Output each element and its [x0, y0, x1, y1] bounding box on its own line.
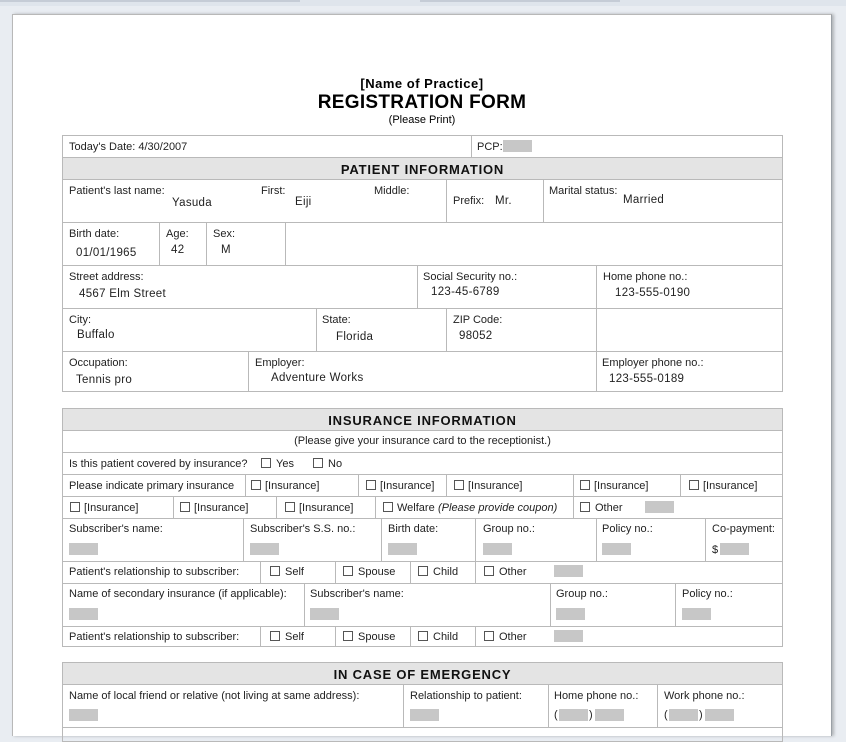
pcp-field[interactable]: [503, 140, 532, 152]
city-label: City:: [69, 314, 91, 326]
relationship-label-1: Patient's relationship to subscriber:: [69, 566, 240, 578]
first-name-value[interactable]: Eiji: [295, 196, 312, 208]
ssn-value[interactable]: 123-45-6789: [431, 286, 500, 298]
emergency-section-title: IN CASE OF EMERGENCY: [333, 667, 512, 682]
insurance-checkbox-3[interactable]: [454, 480, 464, 490]
emergency-work-phone-label: Work phone no.:: [664, 690, 745, 702]
welfare-note: (Please provide coupon): [438, 502, 558, 514]
policy-no-label: Policy no.:: [602, 523, 653, 535]
group-no-field[interactable]: [483, 543, 512, 555]
covered-yes-checkbox[interactable]: [261, 458, 271, 468]
subscriber-name-label: Subscriber's name:: [69, 523, 163, 535]
employer-label: Employer:: [255, 357, 305, 369]
relationship-other-label-1: Other: [499, 566, 527, 578]
relationship-other-label-2: Other: [499, 631, 527, 643]
emergency-work-number[interactable]: [705, 709, 734, 721]
secondary-policy-label: Policy no.:: [682, 588, 733, 600]
emergency-work-paren-open: (: [664, 709, 668, 721]
employer-phone-label: Employer phone no.:: [602, 357, 704, 369]
emergency-home-paren-close: ): [589, 709, 593, 721]
home-phone-value[interactable]: 123-555-0190: [615, 287, 691, 299]
pcp-label: PCP:: [477, 141, 503, 153]
emergency-relationship-label: Relationship to patient:: [410, 690, 522, 702]
insurance-option-2: [Insurance]: [380, 480, 435, 492]
insurance-option-7: [Insurance]: [194, 502, 249, 514]
subscriber-name-field[interactable]: [69, 543, 98, 555]
first-name-label: First:: [261, 185, 286, 197]
emergency-friend-label: Name of local friend or relative (not living at same address):: [69, 690, 360, 702]
middle-name-label: Middle:: [374, 185, 410, 197]
print-note: (Please Print): [388, 114, 456, 126]
city-value[interactable]: Buffalo: [77, 329, 115, 341]
covered-no-label: No: [328, 458, 343, 470]
employer-value[interactable]: Adventure Works: [271, 372, 364, 384]
sex-value[interactable]: M: [221, 244, 231, 256]
subscriber-birth-label: Birth date:: [388, 523, 439, 535]
insurance-checkbox-1[interactable]: [251, 480, 261, 490]
patient-section-title: PATIENT INFORMATION: [340, 162, 505, 177]
subscriber-ss-label: Subscriber's S.S. no.:: [250, 523, 356, 535]
emergency-work-paren-close: ): [699, 709, 703, 721]
document-page: [12, 14, 832, 736]
relationship-label-2: Patient's relationship to subscriber:: [69, 631, 240, 643]
covered-yes-label: Yes: [276, 458, 294, 470]
copay-dollar: $: [712, 544, 719, 556]
toolbar-edge: [420, 0, 620, 2]
relationship-other-checkbox-1[interactable]: [484, 566, 494, 576]
relationship-self-label-2: Self: [285, 631, 304, 643]
last-name-value[interactable]: Yasuda: [172, 197, 212, 209]
emergency-relationship-field[interactable]: [410, 709, 439, 721]
relationship-self-checkbox-1[interactable]: [270, 566, 280, 576]
emergency-friend-field[interactable]: [69, 709, 98, 721]
insurance-option-5: [Insurance]: [703, 480, 758, 492]
copay-label: Co-payment:: [712, 523, 775, 535]
home-phone-label: Home phone no.:: [603, 271, 688, 283]
secondary-policy-field[interactable]: [682, 608, 711, 620]
insurance-option-8: [Insurance]: [299, 502, 354, 514]
emergency-home-phone-label: Home phone no.:: [554, 690, 639, 702]
state-label: State:: [322, 314, 351, 326]
window-top-strip: [0, 0, 846, 6]
other-insurance-checkbox[interactable]: [580, 502, 590, 512]
insurance-option-4: [Insurance]: [594, 480, 649, 492]
emergency-work-area-code[interactable]: [669, 709, 698, 721]
marital-value[interactable]: Married: [623, 194, 665, 206]
sex-label: Sex:: [213, 228, 236, 240]
insurance-card-note: (Please give your insurance card to the receptionist.): [294, 435, 551, 447]
relationship-other-field-2[interactable]: [554, 630, 583, 642]
policy-no-field[interactable]: [602, 543, 631, 555]
relationship-spouse-label-2: Spouse: [358, 631, 396, 643]
emergency-home-paren-open: (: [554, 709, 558, 721]
practice-name: [Name of Practice]: [360, 76, 484, 91]
birth-date-value[interactable]: 01/01/1965: [76, 247, 137, 259]
occupation-value[interactable]: Tennis pro: [76, 374, 133, 386]
zip-label: ZIP Code:: [453, 314, 503, 326]
secondary-insurance-field[interactable]: [69, 608, 98, 620]
secondary-group-field[interactable]: [556, 608, 585, 620]
insurance-checkbox-4[interactable]: [580, 480, 590, 490]
copay-field[interactable]: [720, 543, 749, 555]
insurance-checkbox-2[interactable]: [366, 480, 376, 490]
ssn-label: Social Security no.:: [423, 271, 518, 283]
birth-date-label: Birth date:: [69, 228, 120, 240]
insurance-checkbox-5[interactable]: [689, 480, 699, 490]
group-no-label: Group no.:: [483, 523, 535, 535]
relationship-child-label-1: Child: [433, 566, 459, 578]
form-title: REGISTRATION FORM: [317, 92, 527, 113]
insurance-option-3: [Insurance]: [468, 480, 523, 492]
street-value[interactable]: 4567 Elm Street: [79, 288, 166, 300]
toolbar-edge: [0, 0, 300, 2]
insurance-option-1: [Insurance]: [265, 480, 320, 492]
relationship-child-checkbox-1[interactable]: [418, 566, 428, 576]
relationship-self-checkbox-2[interactable]: [270, 631, 280, 641]
secondary-subscriber-field[interactable]: [310, 608, 339, 620]
zip-value[interactable]: 98052: [459, 330, 493, 342]
covered-question: Is this patient covered by insurance?: [69, 458, 248, 470]
age-value[interactable]: 42: [171, 244, 185, 256]
relationship-self-label-1: Self: [285, 566, 304, 578]
relationship-spouse-checkbox-1[interactable]: [343, 566, 353, 576]
insurance-option-6: [Insurance]: [84, 502, 139, 514]
todays-date: Today's Date: 4/30/2007: [69, 141, 188, 153]
relationship-spouse-checkbox-2[interactable]: [343, 631, 353, 641]
other-insurance-field[interactable]: [645, 501, 674, 513]
prefix-label: Prefix:: [453, 195, 485, 207]
emergency-home-number[interactable]: [595, 709, 624, 721]
prefix-value[interactable]: Mr.: [495, 195, 512, 207]
employer-phone-value[interactable]: 123-555-0189: [609, 373, 685, 385]
relationship-child-label-2: Child: [433, 631, 459, 643]
secondary-subscriber-label: Subscriber's name:: [310, 588, 404, 600]
relationship-other-checkbox-2[interactable]: [484, 631, 494, 641]
marital-label: Marital status:: [549, 185, 618, 197]
relationship-child-checkbox-2[interactable]: [418, 631, 428, 641]
relationship-other-field-1[interactable]: [554, 565, 583, 577]
street-label: Street address:: [69, 271, 144, 283]
secondary-group-label: Group no.:: [556, 588, 608, 600]
state-value[interactable]: Florida: [336, 331, 374, 343]
primary-insurance-label: Please indicate primary insurance: [69, 480, 235, 492]
insurance-checkbox-6[interactable]: [70, 502, 80, 512]
subscriber-ss-field[interactable]: [250, 543, 279, 555]
covered-no-checkbox[interactable]: [313, 458, 323, 468]
last-name-label: Patient's last name:: [69, 185, 165, 197]
relationship-spouse-label-1: Spouse: [358, 566, 396, 578]
welfare-label: Welfare: [397, 502, 435, 514]
emergency-home-area-code[interactable]: [559, 709, 588, 721]
insurance-checkbox-7[interactable]: [180, 502, 190, 512]
subscriber-birth-field[interactable]: [388, 543, 417, 555]
secondary-insurance-label: Name of secondary insurance (if applicable):: [69, 588, 287, 600]
insurance-section-title: INSURANCE INFORMATION: [328, 413, 517, 428]
insurance-checkbox-8[interactable]: [285, 502, 295, 512]
welfare-checkbox[interactable]: [383, 502, 393, 512]
age-label: Age:: [166, 228, 189, 240]
occupation-label: Occupation:: [69, 357, 128, 369]
other-insurance-label: Other: [595, 502, 623, 514]
